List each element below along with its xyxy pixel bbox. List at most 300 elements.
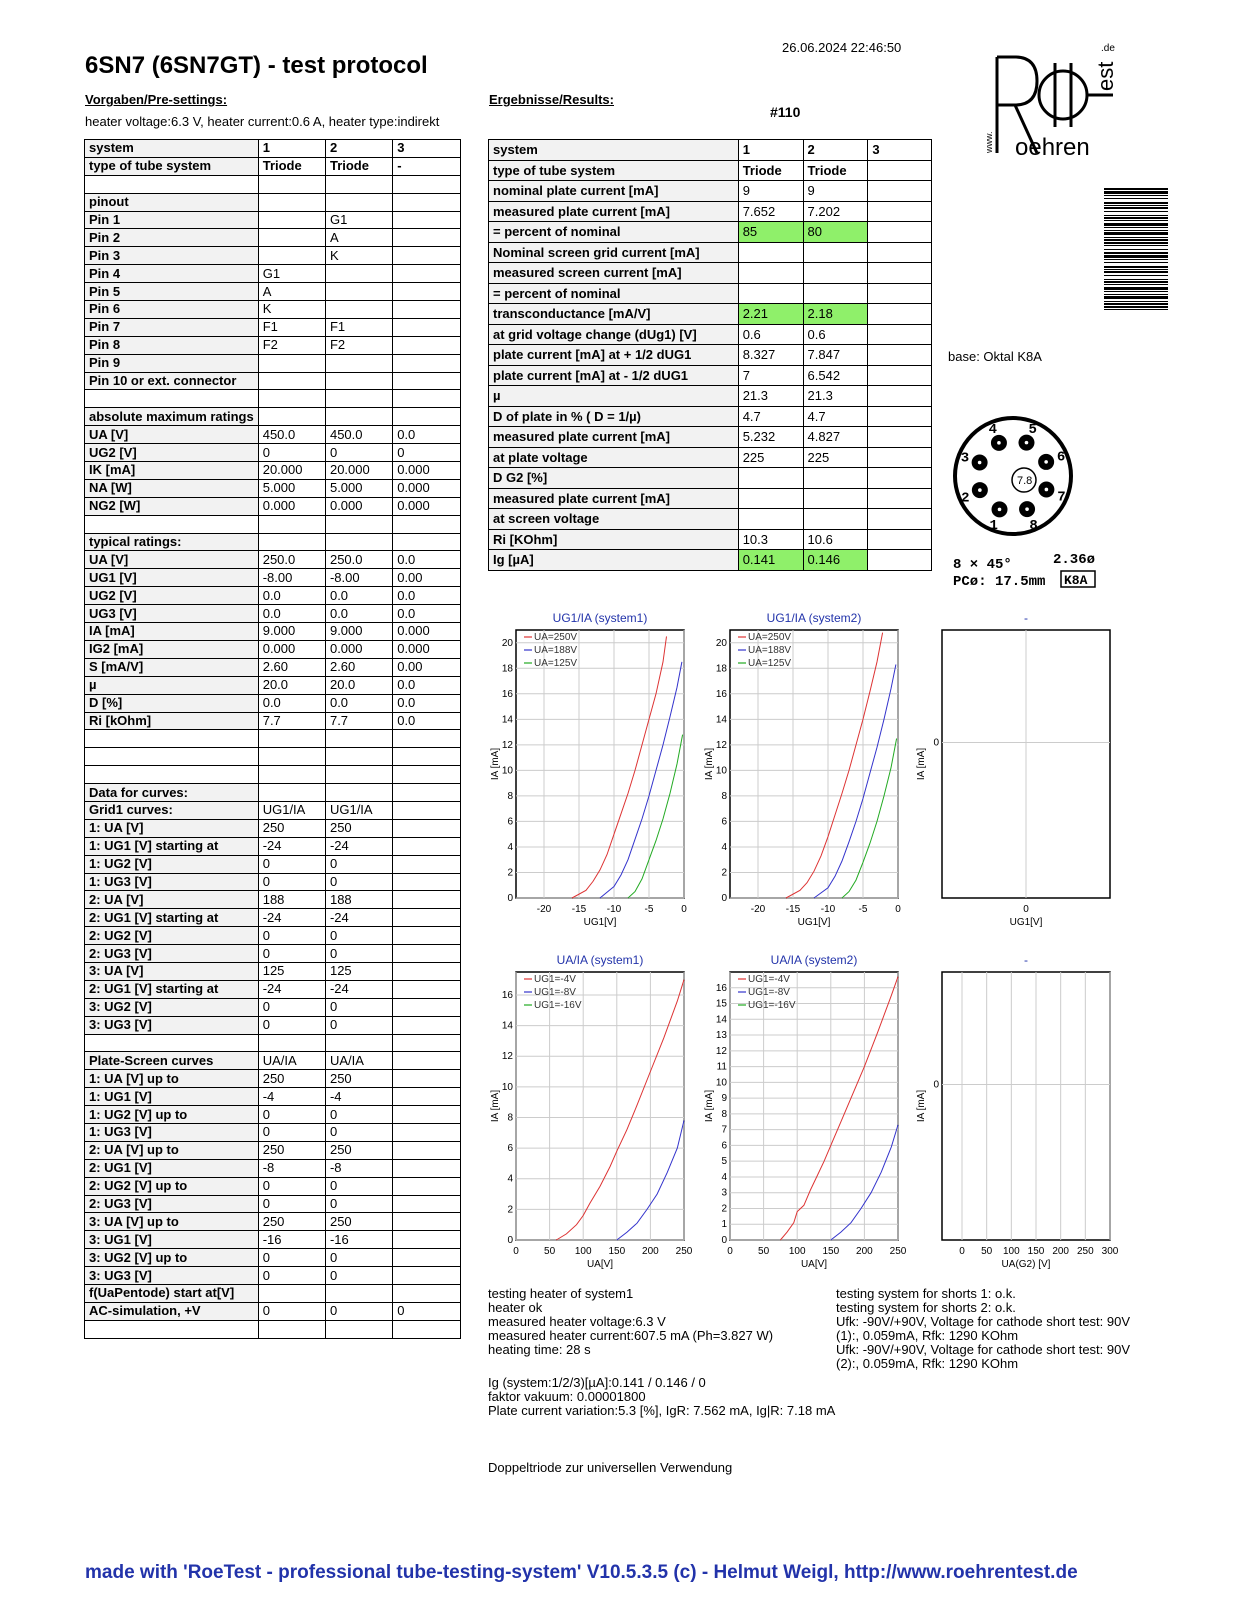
- table-row: [85, 1231, 461, 1249]
- table-row: [85, 730, 461, 748]
- table-row: [85, 462, 461, 480]
- table-row: [489, 324, 932, 345]
- cell-system-3: 0.0: [393, 694, 461, 712]
- row-label: Data for curves:: [85, 784, 259, 802]
- y-tick-label: 8: [507, 1112, 513, 1124]
- cell-system-3: [393, 515, 461, 533]
- barcode-bar: [1104, 309, 1168, 310]
- cell-system-1: [258, 784, 325, 802]
- heater-test-notes: testing heater of system1 heater ok measured heater voltage:6.3 V measured heater current:607.5 mA (Ph=3.827 W) heating time: 28 s: [488, 1286, 774, 1357]
- table-row: [489, 365, 932, 386]
- cell-system-1: [258, 1034, 325, 1052]
- barcode-bar: [1104, 275, 1168, 276]
- cell-system-2: [803, 263, 868, 284]
- table-row: [85, 247, 461, 265]
- barcode-bar: [1104, 215, 1168, 216]
- cell-system-2: [803, 468, 868, 489]
- cell-system-2: [325, 748, 392, 766]
- table-row: [85, 1141, 461, 1159]
- cell-system-1: 0: [258, 444, 325, 462]
- cell-system-3: [393, 1177, 461, 1195]
- row-label: 1: UG3 [V]: [85, 1123, 259, 1141]
- table-row: [85, 1034, 461, 1052]
- row-label: UG2 [V]: [85, 444, 259, 462]
- chart-ua-ia-system2: [702, 942, 907, 1272]
- cell-system-2: 0: [325, 1267, 392, 1285]
- cell-system-1: Triode: [258, 157, 325, 175]
- cell-system-2: 7.7: [325, 712, 392, 730]
- cell-system-3: [393, 909, 461, 927]
- plot-area: [730, 972, 898, 1240]
- cell-system-2: 250: [325, 1070, 392, 1088]
- row-label: 3: UA [V] up to: [85, 1213, 259, 1231]
- cell-system-3: [868, 406, 932, 427]
- y-tick-label: 1: [721, 1219, 727, 1231]
- table-row: [85, 1195, 461, 1213]
- cell-system-3: [393, 301, 461, 319]
- x-tick-label: 100: [1002, 1246, 1020, 1257]
- cell-system-1: 1: [258, 140, 325, 158]
- cell-system-3: [393, 980, 461, 998]
- barcode-bar: [1104, 242, 1168, 244]
- cell-system-2: 20.000: [325, 462, 392, 480]
- row-label: UG2 [V]: [85, 587, 259, 605]
- y-tick-label: 8: [507, 790, 513, 802]
- cell-system-2: 0.146: [803, 550, 868, 571]
- cell-system-2: 250: [325, 1213, 392, 1231]
- cell-system-1: F2: [258, 336, 325, 354]
- barcode-bar: [1104, 232, 1168, 235]
- cell-system-2: -4: [325, 1088, 392, 1106]
- cell-system-1: [738, 468, 803, 489]
- table-row: [85, 426, 461, 444]
- legend-entry: UA=125V: [748, 658, 792, 669]
- table-row: [489, 550, 932, 571]
- base-pin-label: 4: [988, 422, 998, 439]
- row-label: Pin 8: [85, 336, 259, 354]
- table-row: [85, 962, 461, 980]
- table-row: [85, 140, 461, 158]
- cell-system-3: [393, 265, 461, 283]
- roehrentest-logo: [985, 35, 1125, 160]
- barcode-bar: [1104, 230, 1168, 231]
- table-row: [85, 909, 461, 927]
- barcode-bar: [1104, 252, 1168, 254]
- x-tick-label: 150: [1027, 1246, 1045, 1257]
- x-axis-label: UA(G2) [V]: [1001, 1259, 1051, 1270]
- cell-system-1: 9.000: [258, 623, 325, 641]
- cell-system-1: 0: [258, 1267, 325, 1285]
- table-row: [85, 533, 461, 551]
- row-label: Ig [µA]: [489, 550, 739, 571]
- cell-system-2: 2: [325, 140, 392, 158]
- row-label: 2: UA [V] up to: [85, 1141, 259, 1159]
- timestamp: 26.06.2024 22:46:50: [782, 40, 902, 55]
- table-row: [85, 1285, 461, 1303]
- cell-system-2: [325, 175, 392, 193]
- row-label: [85, 175, 259, 193]
- table-row: [85, 301, 461, 319]
- table-row: [85, 623, 461, 641]
- row-label: absolute maximum ratings: [85, 408, 259, 426]
- x-tick-label: -15: [571, 904, 587, 915]
- page-title: 6SN7 (6SN7GT) - test protocol: [85, 52, 428, 79]
- row-label: system: [489, 140, 739, 161]
- table-row: [85, 712, 461, 730]
- cell-system-2: 80: [803, 222, 868, 243]
- barcode-bar: [1104, 237, 1168, 238]
- row-label: measured plate current [mA]: [489, 427, 739, 448]
- table-row: [489, 509, 932, 530]
- presettings-table: [84, 139, 461, 1339]
- cell-system-2: 0: [325, 945, 392, 963]
- cell-system-2: 0: [325, 1249, 392, 1267]
- cell-system-3: [868, 345, 932, 366]
- table-row: [85, 605, 461, 623]
- cell-system-3: [393, 766, 461, 784]
- cell-system-1: [738, 488, 803, 509]
- table-row: [85, 229, 461, 247]
- plot-area: [516, 972, 684, 1240]
- row-label: Pin 9: [85, 354, 259, 372]
- row-label: [85, 1034, 259, 1052]
- row-label: IK [mA]: [85, 462, 259, 480]
- table-row: [489, 529, 932, 550]
- cell-system-2: -8.00: [325, 569, 392, 587]
- y-axis-label: IA [mA]: [916, 1089, 927, 1123]
- cell-system-1: [258, 193, 325, 211]
- row-label: 3: UG2 [V]: [85, 998, 259, 1016]
- y-tick-label: 20: [501, 637, 513, 649]
- cell-system-3: 0.0: [393, 676, 461, 694]
- barcode-bar: [1104, 284, 1168, 285]
- cell-system-1: 0: [258, 1249, 325, 1267]
- cell-system-3: [868, 283, 932, 304]
- cell-system-2: 250: [325, 819, 392, 837]
- cell-system-2: A: [325, 229, 392, 247]
- table-row: [489, 406, 932, 427]
- cell-system-3: 0.0: [393, 551, 461, 569]
- cell-system-3: [393, 318, 461, 336]
- cell-system-1: 450.0: [258, 426, 325, 444]
- cell-system-2: [803, 488, 868, 509]
- cell-system-1: 21.3: [738, 386, 803, 407]
- cell-system-2: 9: [803, 181, 868, 202]
- row-label: µ: [85, 676, 259, 694]
- cell-system-3: [393, 336, 461, 354]
- y-tick-label: 3: [721, 1187, 727, 1199]
- y-tick-label: 10: [501, 1081, 513, 1093]
- row-label: 2: UG3 [V]: [85, 945, 259, 963]
- cell-system-2: 0: [325, 927, 392, 945]
- row-label: = percent of nominal: [489, 283, 739, 304]
- grid-current-notes: Ig (system:1/2/3)[µA]:0.141 / 0.146 / 0 faktor vakuum: 0.00001800 Plate current variation:5.3 [%], IgR: 7.562 mA, Ig|R: 7.18 mA: [488, 1375, 836, 1418]
- y-tick-label: 14: [501, 714, 513, 726]
- cell-system-1: [258, 354, 325, 372]
- presettings-heading: Vorgaben/Pre-settings:: [85, 92, 228, 107]
- x-axis-label: UG1[V]: [1009, 917, 1043, 928]
- footer-credit: made with 'RoeTest - professional tube-testing-system' V10.5.3.5 (c) - Helmut Weigl, http://www.roehrentest.de: [85, 1562, 1078, 1583]
- cell-system-3: 0.000: [393, 462, 461, 480]
- x-tick-label: 250: [889, 1246, 907, 1257]
- cell-system-2: UG1/IA: [325, 801, 392, 819]
- chart-ug1-ia-system2: [702, 600, 902, 930]
- row-label: Pin 7: [85, 318, 259, 336]
- svg-text:2.36ø: 2.36ø: [1053, 552, 1096, 568]
- cell-system-1: K: [258, 301, 325, 319]
- y-tick-label: 12: [501, 1051, 513, 1063]
- cell-system-1: 8.327: [738, 345, 803, 366]
- row-label: = percent of nominal: [489, 222, 739, 243]
- cell-system-3: [393, 1285, 461, 1303]
- table-row: [85, 766, 461, 784]
- row-label: at screen voltage: [489, 509, 739, 530]
- x-tick-label: -5: [858, 904, 868, 915]
- table-row: [85, 801, 461, 819]
- cell-system-1: 0: [258, 1195, 325, 1213]
- y-tick-label: 12: [715, 1045, 727, 1057]
- barcode-bar: [1104, 227, 1168, 228]
- row-label: Pin 10 or ext. connector: [85, 372, 259, 390]
- cell-system-2: 0.0: [325, 587, 392, 605]
- svg-text:PCø: 17.5mm: PCø: 17.5mm: [953, 574, 1046, 590]
- cell-system-1: [258, 408, 325, 426]
- y-tick-label: 0: [933, 1079, 939, 1091]
- cell-system-1: [738, 263, 803, 284]
- table-row: [85, 1267, 461, 1285]
- table-row: [85, 372, 461, 390]
- barcode-bar: [1104, 259, 1168, 260]
- table-row: [85, 855, 461, 873]
- x-tick-label: 50: [544, 1246, 556, 1257]
- cell-system-3: 0.0: [393, 587, 461, 605]
- row-label: 1: UA [V]: [85, 819, 259, 837]
- table-row: [85, 784, 461, 802]
- chart-title: UG1/IA (system2): [766, 611, 862, 625]
- cell-system-1: 2.21: [738, 304, 803, 325]
- table-row: [489, 304, 932, 325]
- x-tick-label: -10: [820, 904, 836, 915]
- table-row: [85, 1159, 461, 1177]
- x-tick-label: 150: [822, 1246, 840, 1257]
- cell-system-3: [393, 1231, 461, 1249]
- cell-system-2: -24: [325, 837, 392, 855]
- cell-system-1: [258, 175, 325, 193]
- cell-system-3: [393, 837, 461, 855]
- x-tick-label: 0: [959, 1246, 965, 1257]
- chart-ua-ia-system1: [488, 942, 693, 1272]
- cell-system-2: 6.542: [803, 365, 868, 386]
- table-row: [85, 569, 461, 587]
- y-tick-label: 18: [501, 663, 513, 675]
- row-label: plate current [mA] at + 1/2 dUG1: [489, 345, 739, 366]
- cell-system-3: [393, 962, 461, 980]
- table-row: [85, 479, 461, 497]
- x-tick-label: 250: [675, 1246, 693, 1257]
- row-label: NA [W]: [85, 479, 259, 497]
- legend-entry: UG1=-16V: [748, 1000, 796, 1011]
- table-row: [489, 488, 932, 509]
- legend-entry: UG1=-4V: [748, 974, 790, 985]
- cell-system-1: 250: [258, 1141, 325, 1159]
- barcode-bar: [1104, 249, 1168, 250]
- cell-system-3: [393, 1016, 461, 1034]
- row-label: NG2 [W]: [85, 497, 259, 515]
- svg-text:.de: .de: [1101, 43, 1115, 54]
- row-label: 3: UG3 [V]: [85, 1267, 259, 1285]
- cell-system-3: [868, 427, 932, 448]
- cell-system-2: [325, 515, 392, 533]
- table-row: [85, 283, 461, 301]
- table-row: [85, 1249, 461, 1267]
- cell-system-3: [868, 324, 932, 345]
- barcode-bar: [1104, 217, 1168, 219]
- cell-system-3: 0.0: [393, 605, 461, 623]
- cell-system-1: 0: [258, 998, 325, 1016]
- row-label: Grid1 curves:: [85, 801, 259, 819]
- table-row: [85, 927, 461, 945]
- cell-system-3: 0.000: [393, 497, 461, 515]
- cell-system-1: 125: [258, 962, 325, 980]
- cell-system-3: [393, 229, 461, 247]
- y-tick-label: 16: [715, 982, 727, 994]
- cell-system-2: 0: [325, 873, 392, 891]
- y-tick-label: 7: [721, 1124, 727, 1136]
- row-label: f(UaPentode) start at[V]: [85, 1285, 259, 1303]
- cell-system-1: 5.232: [738, 427, 803, 448]
- y-axis-label: IA [mA]: [704, 1089, 715, 1123]
- table-row: [489, 427, 932, 448]
- barcode-bar: [1104, 205, 1168, 206]
- chart-title: UG1/IA (system1): [552, 611, 648, 625]
- legend-entry: UG1=-4V: [534, 974, 576, 985]
- cell-system-3: [393, 1070, 461, 1088]
- table-row: [85, 819, 461, 837]
- row-label: type of tube system: [85, 157, 259, 175]
- cell-system-2: Triode: [803, 160, 868, 181]
- cell-system-1: [258, 766, 325, 784]
- svg-text:www.: www.: [984, 131, 994, 153]
- table-row: [489, 263, 932, 284]
- cell-system-1: -24: [258, 980, 325, 998]
- cell-system-3: [868, 529, 932, 550]
- y-tick-label: 2: [721, 1203, 727, 1215]
- table-row: [85, 157, 461, 175]
- y-tick-label: 6: [507, 1143, 513, 1155]
- row-label: Nominal screen grid current [mA]: [489, 242, 739, 263]
- row-label: UA [V]: [85, 426, 259, 444]
- cell-system-3: [393, 855, 461, 873]
- cell-system-3: [868, 160, 932, 181]
- table-row: [489, 468, 932, 489]
- table-row: [85, 1213, 461, 1231]
- cell-system-1: 0: [258, 1302, 325, 1320]
- cell-system-2: 9.000: [325, 623, 392, 641]
- cell-system-1: [738, 283, 803, 304]
- base-pin-label: 3: [960, 450, 970, 467]
- table-row: [489, 222, 932, 243]
- chart-title: -: [1024, 611, 1028, 625]
- table-row: [85, 980, 461, 998]
- cell-system-3: [393, 175, 461, 193]
- cell-system-3: [393, 927, 461, 945]
- cell-system-1: -24: [258, 837, 325, 855]
- x-tick-label: 50: [758, 1246, 770, 1257]
- cell-system-1: 0.0: [258, 605, 325, 623]
- cell-system-1: 10.3: [738, 529, 803, 550]
- x-axis-label: UA[V]: [586, 1259, 614, 1270]
- cell-system-1: [738, 242, 803, 263]
- cell-system-1: [258, 390, 325, 408]
- table-row: [85, 837, 461, 855]
- x-tick-label: -20: [750, 904, 766, 915]
- row-label: plate current [mA] at - 1/2 dUG1: [489, 365, 739, 386]
- row-label: typical ratings:: [85, 533, 259, 551]
- results-table: [488, 139, 932, 571]
- y-tick-label: 4: [507, 1173, 513, 1185]
- x-tick-label: 0: [727, 1246, 733, 1257]
- row-label: UG3 [V]: [85, 605, 259, 623]
- cell-system-1: -24: [258, 909, 325, 927]
- row-label: [85, 390, 259, 408]
- legend-entry: UG1=-8V: [534, 987, 576, 998]
- cell-system-1: [258, 229, 325, 247]
- cell-system-1: [258, 211, 325, 229]
- cell-system-2: 0: [325, 1106, 392, 1124]
- cell-system-2: [325, 390, 392, 408]
- chart-title: UA/IA (system2): [770, 953, 858, 967]
- cell-system-2: -8: [325, 1159, 392, 1177]
- x-tick-label: 200: [856, 1246, 873, 1257]
- barcode-bar: [1104, 239, 1168, 241]
- cell-system-2: [325, 784, 392, 802]
- x-tick-label: -10: [606, 904, 622, 915]
- cell-system-1: 0.141: [738, 550, 803, 571]
- cell-system-2: [803, 242, 868, 263]
- row-label: [85, 748, 259, 766]
- row-label: µ: [489, 386, 739, 407]
- cell-system-2: 2.60: [325, 658, 392, 676]
- barcode-bar: [1104, 291, 1168, 292]
- cell-system-3: 0.000: [393, 640, 461, 658]
- cell-system-3: [393, 1141, 461, 1159]
- row-label: D [%]: [85, 694, 259, 712]
- row-label: 3: UA [V]: [85, 962, 259, 980]
- table-row: [85, 336, 461, 354]
- row-label: 3: UG1 [V]: [85, 1231, 259, 1249]
- cell-system-3: [868, 263, 932, 284]
- cell-system-3: [393, 1213, 461, 1231]
- row-label: 3: UG2 [V] up to: [85, 1249, 259, 1267]
- cell-system-2: 4.7: [803, 406, 868, 427]
- cell-system-3: 0.0: [393, 426, 461, 444]
- table-row: [85, 1016, 461, 1034]
- row-label: nominal plate current [mA]: [489, 181, 739, 202]
- base-pin-label: 1: [989, 518, 998, 535]
- cell-system-2: [325, 372, 392, 390]
- cell-system-3: 0.00: [393, 658, 461, 676]
- svg-text:est: est: [1093, 61, 1118, 91]
- cell-system-3: [393, 408, 461, 426]
- x-axis-label: UG1[V]: [583, 917, 617, 928]
- row-label: D of plate in % ( D = 1/µ): [489, 406, 739, 427]
- table-row: [489, 201, 932, 222]
- cell-system-3: 0.0: [393, 712, 461, 730]
- heater-settings: heater voltage:6.3 V, heater current:0.6 A, heater type:indirekt: [85, 114, 440, 129]
- y-axis-label: IA [mA]: [490, 1089, 501, 1123]
- cell-system-3: 0.00: [393, 569, 461, 587]
- cell-system-3: [393, 533, 461, 551]
